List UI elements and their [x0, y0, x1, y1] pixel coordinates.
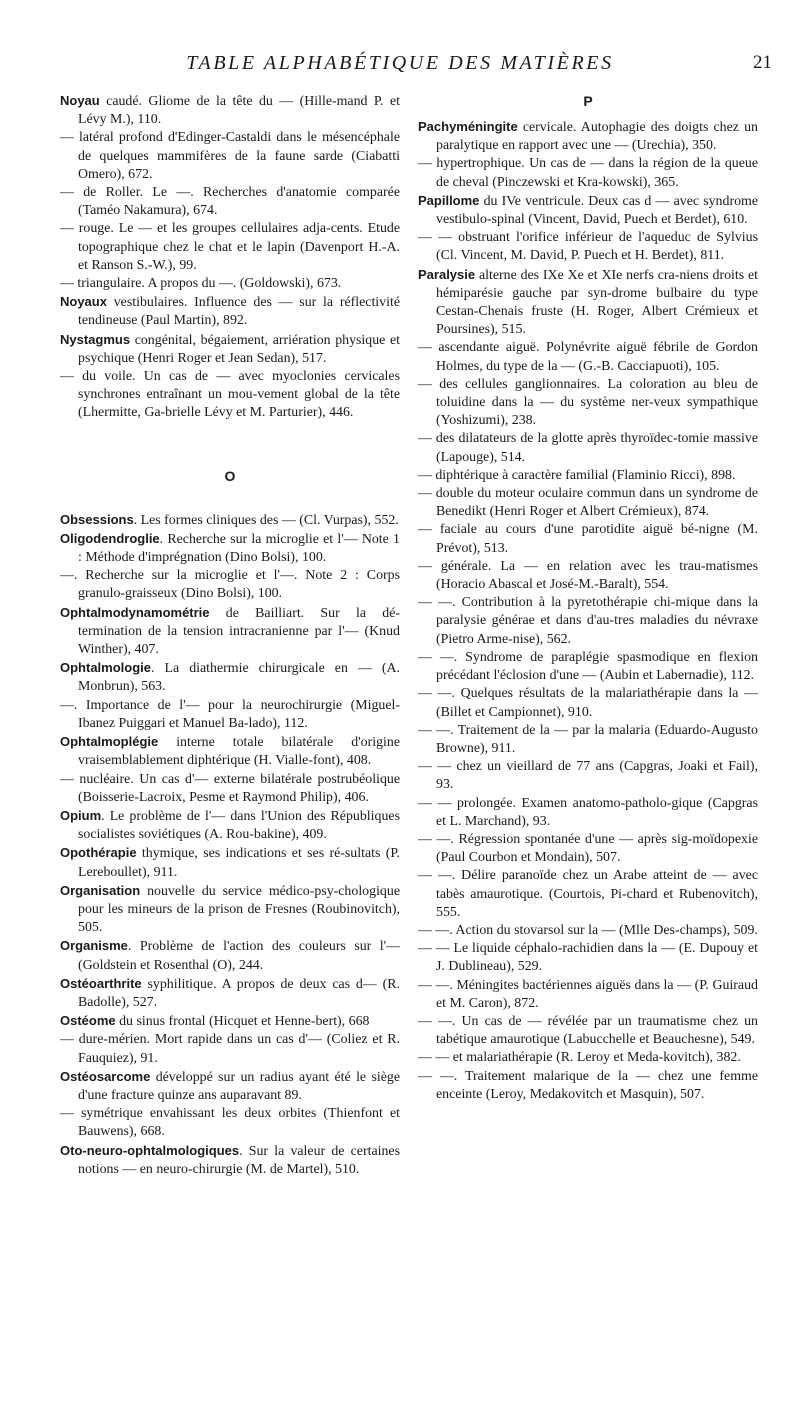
index-entry: — — et malariathérapie (R. Leroy et Meda-kovitch), 382. — [418, 1050, 741, 1066]
entry-headword: Organisme — [60, 938, 128, 954]
index-entry: Organisation nouvelle du service médico-psy-chologique pour les mineurs de la prison de Fresnes (Roubinovitch), 505. — [60, 882, 400, 936]
index-entry: — —. Action du stovarsol sur la — (Mlle Des-champs), 509. — [418, 922, 758, 938]
entries-n — [60, 92, 400, 423]
index-entry: — —. Quelques résultats de la malariathérapie dans la — (Billet et Campionnet), 910. — [418, 686, 758, 720]
index-entry: Noyau caudé. Gliome de la tête du — (Hille-mand P. et Lévy M.), 110. — [60, 93, 400, 128]
index-entry: —. Importance de l'— pour la neurochirurgie (Miguel-Ibanez Puiggari et Manuel Ba-lado), 112. — [60, 697, 400, 731]
index-entry: Ostéome du sinus frontal (Hicquet et Henne-bert), 668 — [60, 1013, 370, 1030]
entry-headword: Opothérapie — [60, 845, 137, 861]
entries-p — [418, 118, 758, 1104]
index-entry: — —. Contribution à la pyretothérapie chi-mique dans la paralysie générae et dans d'au-tres maladies du névraxe (Pietro Arme-nise), 562. — [418, 595, 758, 647]
index-entry: Obsessions. Les formes cliniques des — (Cl. Vurpas), 552. — [60, 511, 399, 528]
index-entry: — —. Délire paranoïde chez un Arabe atteint de — avec tabès amaurotique. (Courtois, Pi-chard et Rubenovitch), 555. — [418, 868, 758, 920]
index-entry: — triangulaire. A propos du —. (Goldowski), 673. — [60, 276, 342, 292]
section-heading-p: P — [583, 93, 593, 109]
index-entry: — des dilatateurs de la glotte après thyroïdec-tomie massive (Lapouge), 514. — [418, 431, 758, 465]
right-column — [418, 92, 758, 1104]
index-entry: — —. Traitement de la — par la malaria (Eduardo-Augusto Browne), 911. — [418, 722, 758, 756]
entry-headword: Opium — [60, 807, 102, 823]
entry-headword: Oligodendroglie — [60, 530, 160, 546]
entries-o — [60, 511, 400, 1179]
index-entry: — symétrique envahissant les deux orbites (Thienfont et Bauwens), 668. — [60, 1106, 400, 1140]
index-entry: — des cellules ganglionnaires. La coloration au bleu de toluidine dans la — du système ner-veux sympathique (Yoshizumi), 238. — [418, 376, 758, 429]
index-entry: — — chez un vieillard de 77 ans (Capgras, Joaki et Fail), 93. — [418, 759, 758, 793]
entry-headword: Ostéome — [60, 1013, 116, 1029]
index-entry: — —. Un cas de — révélée par un traumatisme chez un tabétique amaurotique (Labucchelle et Beauchesne), 549. — [418, 1013, 758, 1048]
index-entry: — faciale au cours d'une parotidite aiguë bé-nigne (M. Prévot), 513. — [418, 522, 758, 556]
index-entry: Ostéoarthrite syphilitique. A propos de deux cas d— (R. Badolle), 527. — [60, 975, 400, 1010]
index-entry: — double du moteur oculaire commun dans un syndrome de Benedikt (Henri Roger et Albert Crémieux), 874. — [418, 486, 758, 520]
index-entry: — hypertrophique. Un cas de — dans la région de la queue de cheval (Pinczewski et Kra-kowski), 365. — [418, 156, 758, 190]
entry-headword: Oto-neuro-ophtalmologiques — [60, 1142, 240, 1158]
index-entry: Opothérapie thymique, ses indications et ses ré-sultats (P. Lereboullet), 911. — [60, 845, 400, 880]
index-entry: — —. Régression spontanée d'une — après sig-moïdopexie (Paul Courbon et Mondain), 507. — [418, 831, 758, 866]
index-entry: Organisme. Problème de l'action des couleurs sur l'— (Goldstein et Rosenthal (O), 244. — [60, 938, 400, 973]
index-entry: Opium. Le problème de l'— dans l'Union des Républiques socialistes soviétiques (A. Rou-bakine), 409. — [60, 807, 400, 843]
entry-headword: Organisation — [60, 882, 141, 898]
index-entry: Paralysie alterne des IXe Xe et XIe nerfs cra-niens droits et hémiparésie gauche par syn-drome bulbaire du type Cestan-Chenais fruste (H. Roger, Albert Crémieux et Poursines), 515. — [418, 266, 758, 338]
index-entry: Papillome du IVe ventricule. Deux cas d — avec syndrome vestibulo-spinal (Vincent, David, Puech et Berdet), 610. — [418, 192, 758, 228]
index-entry: — —. Syndrome de paraplégie spasmodique en flexion précédant l'éclosion d'une — (Aubin et Labernadie), 112. — [418, 649, 758, 684]
index-entry: — de Roller. Le —. Recherches d'anatomie comparée (Taméo Nakamura), 674. — [60, 185, 400, 219]
index-entry: Pachyméningite cervicale. Autophagie des doigts chez un paralytique en rapport avec une — (Urechia), 350. — [418, 119, 758, 154]
index-entry: — rouge. Le — et les groupes cellulaires adja-cents. Etude topographique chez le chat et le lapin (Davenport H.-A. et Ranson S.-W.), 99. — [60, 221, 400, 273]
index-entry: — ascendante aiguë. Polynévrite aiguë fébrile de Gordon Holmes, du type de la — (G.-B. Cacciapuoti), 105. — [418, 340, 758, 374]
entry-headword: Paralysie — [418, 266, 476, 282]
entry-headword: Nystagmus — [60, 331, 131, 347]
entry-headword: Papillome — [418, 192, 480, 208]
index-entry: Ophtalmologie. La diathermie chirurgicale en — (A. Monbrun), 563. — [60, 660, 400, 695]
entry-headword: Ostéosarcome — [60, 1068, 151, 1084]
page-number: 21 — [753, 52, 772, 73]
entry-headword: Pachyméningite — [418, 119, 518, 134]
index-entry: — générale. La — en relation avec les trau-matismes (Horacio Abascal et José-M.-Baralt), 554. — [418, 558, 758, 593]
entry-headword: Obsessions — [60, 511, 134, 527]
index-entry: — diphtérique à caractère familial (Flaminio Ricci), 898. — [418, 467, 736, 483]
entry-headword: Ophtalmoplégie — [60, 734, 159, 750]
index-entry: — du voile. Un cas de — avec myoclonies cervicales synchrones entraînant un mou-vement global de la tête (Lhermitte, Ga-brielle Lévy et M. Parturier), 446. — [60, 369, 400, 421]
index-entry: — — prolongée. Examen anatomo-patholo-gique (Capgras et L. Marchand), 93. — [418, 795, 758, 829]
index-entry: Noyaux vestibulaires. Influence des — sur la réflectivité tendineuse (Paul Martin), 892. — [60, 294, 400, 329]
running-title: TABLE ALPHABÉTIQUE DES MATIÈRES — [186, 52, 614, 74]
section-heading-o: O — [224, 467, 236, 484]
index-entry: Oligodendroglie. Recherche sur la microglie et l'— Note 1 : Méthode d'imprégnation (Dino Bolsi), 100. — [60, 530, 400, 566]
index-entry: Ophtalmoplégie interne totale bilatérale d'origine vraisemblablement diphtérique (H. Vialle-font), 408. — [60, 734, 400, 769]
index-entry: — nucléaire. Un cas d'— externe bilatérale postrubéolique (Boisserie-Lacroix, Pesme et Raymond Philip), 406. — [60, 771, 400, 805]
index-entry: Ostéosarcome développé sur un radius ayant été le siège d'une fracture quinze ans auparavant 89. — [60, 1068, 400, 1103]
entry-headword: Ostéoarthrite — [60, 975, 142, 991]
page-header — [0, 52, 800, 78]
index-entry: — —. Traitement malarique de la — chez une femme enceinte (Leroy, Medakovitch et Masquin), 507. — [418, 1068, 758, 1102]
index-entry: — — obstruant l'orifice inférieur de l'aqueduc de Sylvius (Cl. Vincent, M. David, P. Puech et H. Berdet), 811. — [418, 230, 758, 264]
index-entry: — dure-mérien. Mort rapide dans un cas d'— (Coliez et R. Fauquiez), 91. — [60, 1032, 400, 1066]
index-entry: — —. Méningites bactériennes aiguës dans la — (P. Guiraud et M. Caron), 872. — [418, 977, 758, 1011]
index-entry: — latéral profond d'Edinger-Castaldi dans le mésencéphale de quelques mammifères de la faune sarde (Ciabatti Omero), 672. — [60, 130, 400, 182]
index-entry: Ophtalmodynamométrie de Bailliart. Sur la dé-termination de la tension intracranienne par l'— (Knud Winther), 407. — [60, 604, 400, 658]
entry-headword: Ophtalmologie — [60, 660, 151, 676]
entry-headword: Ophtalmodynamométrie — [60, 604, 210, 620]
index-entry: — — Le liquide céphalo-rachidien dans la — (E. Dupouy et J. Dublineau), 529. — [418, 941, 758, 975]
left-column — [60, 92, 400, 1179]
index-entry: —. Recherche sur la microglie et l'—. Note 2 : Corps granulo-graisseux (Dino Bolsi), 100. — [60, 568, 400, 602]
entry-headword: Noyaux — [60, 294, 107, 310]
index-entry: Oto-neuro-ophtalmologiques. Sur la valeur de certaines notions — en neuro-chirurgie (M. de Martel), 510. — [60, 1142, 400, 1177]
index-entry: Nystagmus congénital, bégaiement, arriération physique et psychique (Henri Roger et Jean Sedan), 517. — [60, 331, 400, 366]
entry-headword: Noyau — [60, 93, 100, 108]
